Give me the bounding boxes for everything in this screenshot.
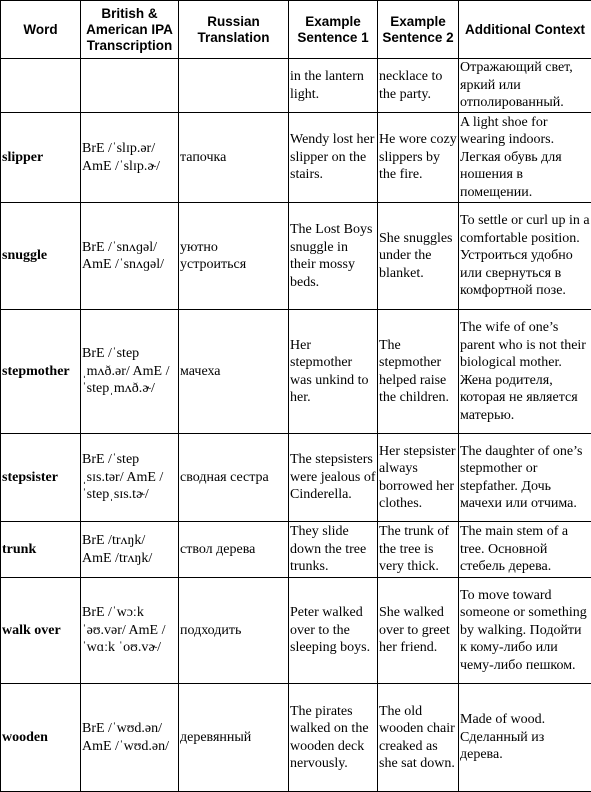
table-row xyxy=(1,522,591,578)
example-2-cell: She snuggles under the blanket. xyxy=(378,203,459,310)
context-english: A light shoe for wearing indoors. xyxy=(460,115,554,148)
context-cell xyxy=(459,203,591,310)
context-russian: Отражающий свет, яркий или отполированный. xyxy=(460,60,573,110)
russian-cell: мачеха xyxy=(179,310,289,434)
header-word: Word xyxy=(1,1,81,59)
context-russian: Основной стебель дерева. xyxy=(460,542,551,575)
russian-cell: деревянный xyxy=(179,684,289,792)
example-1-cell: The Lost Boys snuggle in their mossy beds. xyxy=(289,203,378,310)
context-cell xyxy=(459,684,591,792)
word-cell xyxy=(1,59,81,113)
context-english: To settle or curl up in a comfortable position. xyxy=(460,213,590,246)
russian-cell: ствол дерева xyxy=(179,522,289,578)
context-russian: Дочь мачехи или отчима. xyxy=(460,479,577,512)
table-row xyxy=(1,578,591,684)
context-russian: Жена родителя, которая не является матерью. xyxy=(460,373,578,423)
ipa-cell: BrE /ˈwɔːk ˈəʊ.vər/ AmE /ˈwɑːk ˈoʊ.vɚ/ xyxy=(81,578,179,684)
ipa-cell: BrE /ˈsnʌɡəl/ AmE /ˈsnʌɡəl/ xyxy=(81,203,179,310)
context-russian: Устроиться удобно или свернуться в комфортной позе. xyxy=(460,248,573,298)
example-1-cell: They slide down the tree trunks. xyxy=(289,522,378,578)
context-cell xyxy=(459,434,591,522)
russian-cell: уютно устроиться xyxy=(179,203,289,310)
table-row xyxy=(1,310,591,434)
example-2-cell: The stepmother helped raise the children. xyxy=(378,310,459,434)
ipa-cell xyxy=(81,59,179,113)
example-1-cell: The stepsisters were jealous of Cinderella. xyxy=(289,434,378,522)
word-cell: stepsister xyxy=(1,434,81,522)
table-row xyxy=(1,684,591,792)
word-cell: trunk xyxy=(1,522,81,578)
header-context: Additional Context xyxy=(459,1,591,59)
context-english: The daughter of one’s stepmother or stepfather. xyxy=(460,444,582,494)
context-russian: Легкая обувь для ношения в помещении. xyxy=(460,150,562,200)
context-russian: Подойти к кому-либо или чему-либо пешком. xyxy=(460,623,582,673)
word-cell: snuggle xyxy=(1,203,81,310)
header-example-2: Example Sentence 2 xyxy=(378,1,459,59)
example-2-cell: The old wooden chair creaked as she sat down. xyxy=(378,684,459,792)
context-russian: Сделанный из дерева. xyxy=(460,730,544,763)
context-english: The wife of one’s parent who is not their biological mother. xyxy=(460,320,586,370)
russian-cell: подходить xyxy=(179,578,289,684)
header-russian: Russian Translation xyxy=(179,1,289,59)
example-2-cell: He wore cozy slippers by the fire. xyxy=(378,113,459,203)
context-english: To move toward someone or something by walking. xyxy=(460,588,587,638)
ipa-cell: BrE /ˈwʊd.ən/ AmE /ˈwʊd.ən/ xyxy=(81,684,179,792)
context-cell xyxy=(459,113,591,203)
context-cell xyxy=(459,310,591,434)
word-cell: walk over xyxy=(1,578,81,684)
table-row xyxy=(1,434,591,522)
ipa-cell: BrE /ˈslɪp.ər/ AmE /ˈslɪp.ɚ/ xyxy=(81,113,179,203)
russian-cell xyxy=(179,59,289,113)
example-1-cell: Peter walked over to the sleeping boys. xyxy=(289,578,378,684)
table-row xyxy=(1,113,591,203)
example-1-cell: in the lantern light. xyxy=(289,59,378,113)
ipa-cell: BrE /ˈstep ˌsɪs.tər/ AmE /ˈstepˌsɪs.tɚ/ xyxy=(81,434,179,522)
russian-cell: сводная сестра xyxy=(179,434,289,522)
context-cell xyxy=(459,578,591,684)
russian-cell: тапочка xyxy=(179,113,289,203)
example-2-cell: necklace to the party. xyxy=(378,59,459,113)
context-english: Made of wood. xyxy=(460,712,545,727)
example-2-cell: Her stepsister always borrowed her clothes. xyxy=(378,434,459,522)
header-example-1: Example Sentence 1 xyxy=(289,1,378,59)
header-ipa: British & American IPA Transcription xyxy=(81,1,179,59)
word-cell: stepmother xyxy=(1,310,81,434)
context-cell xyxy=(459,522,591,578)
example-2-cell: The trunk of the tree is very thick. xyxy=(378,522,459,578)
example-1-cell: Her stepmother was unkind to her. xyxy=(289,310,378,434)
context-cell xyxy=(459,59,591,113)
example-1-cell: Wendy lost her slipper on the stairs. xyxy=(289,113,378,203)
table-row xyxy=(1,59,591,113)
context-english: The main stem of a tree. xyxy=(460,524,568,557)
header-row xyxy=(1,1,591,59)
example-2-cell: She walked over to greet her friend. xyxy=(378,578,459,684)
word-cell: slipper xyxy=(1,113,81,203)
word-cell: wooden xyxy=(1,684,81,792)
example-1-cell: The pirates walked on the wooden deck nervously. xyxy=(289,684,378,792)
ipa-cell: BrE /ˈstep ˌmʌð.ər/ AmE /ˈstepˌmʌð.ɚ/ xyxy=(81,310,179,434)
table-row xyxy=(1,203,591,310)
ipa-cell: BrE /trʌŋk/ AmE /trʌŋk/ xyxy=(81,522,179,578)
